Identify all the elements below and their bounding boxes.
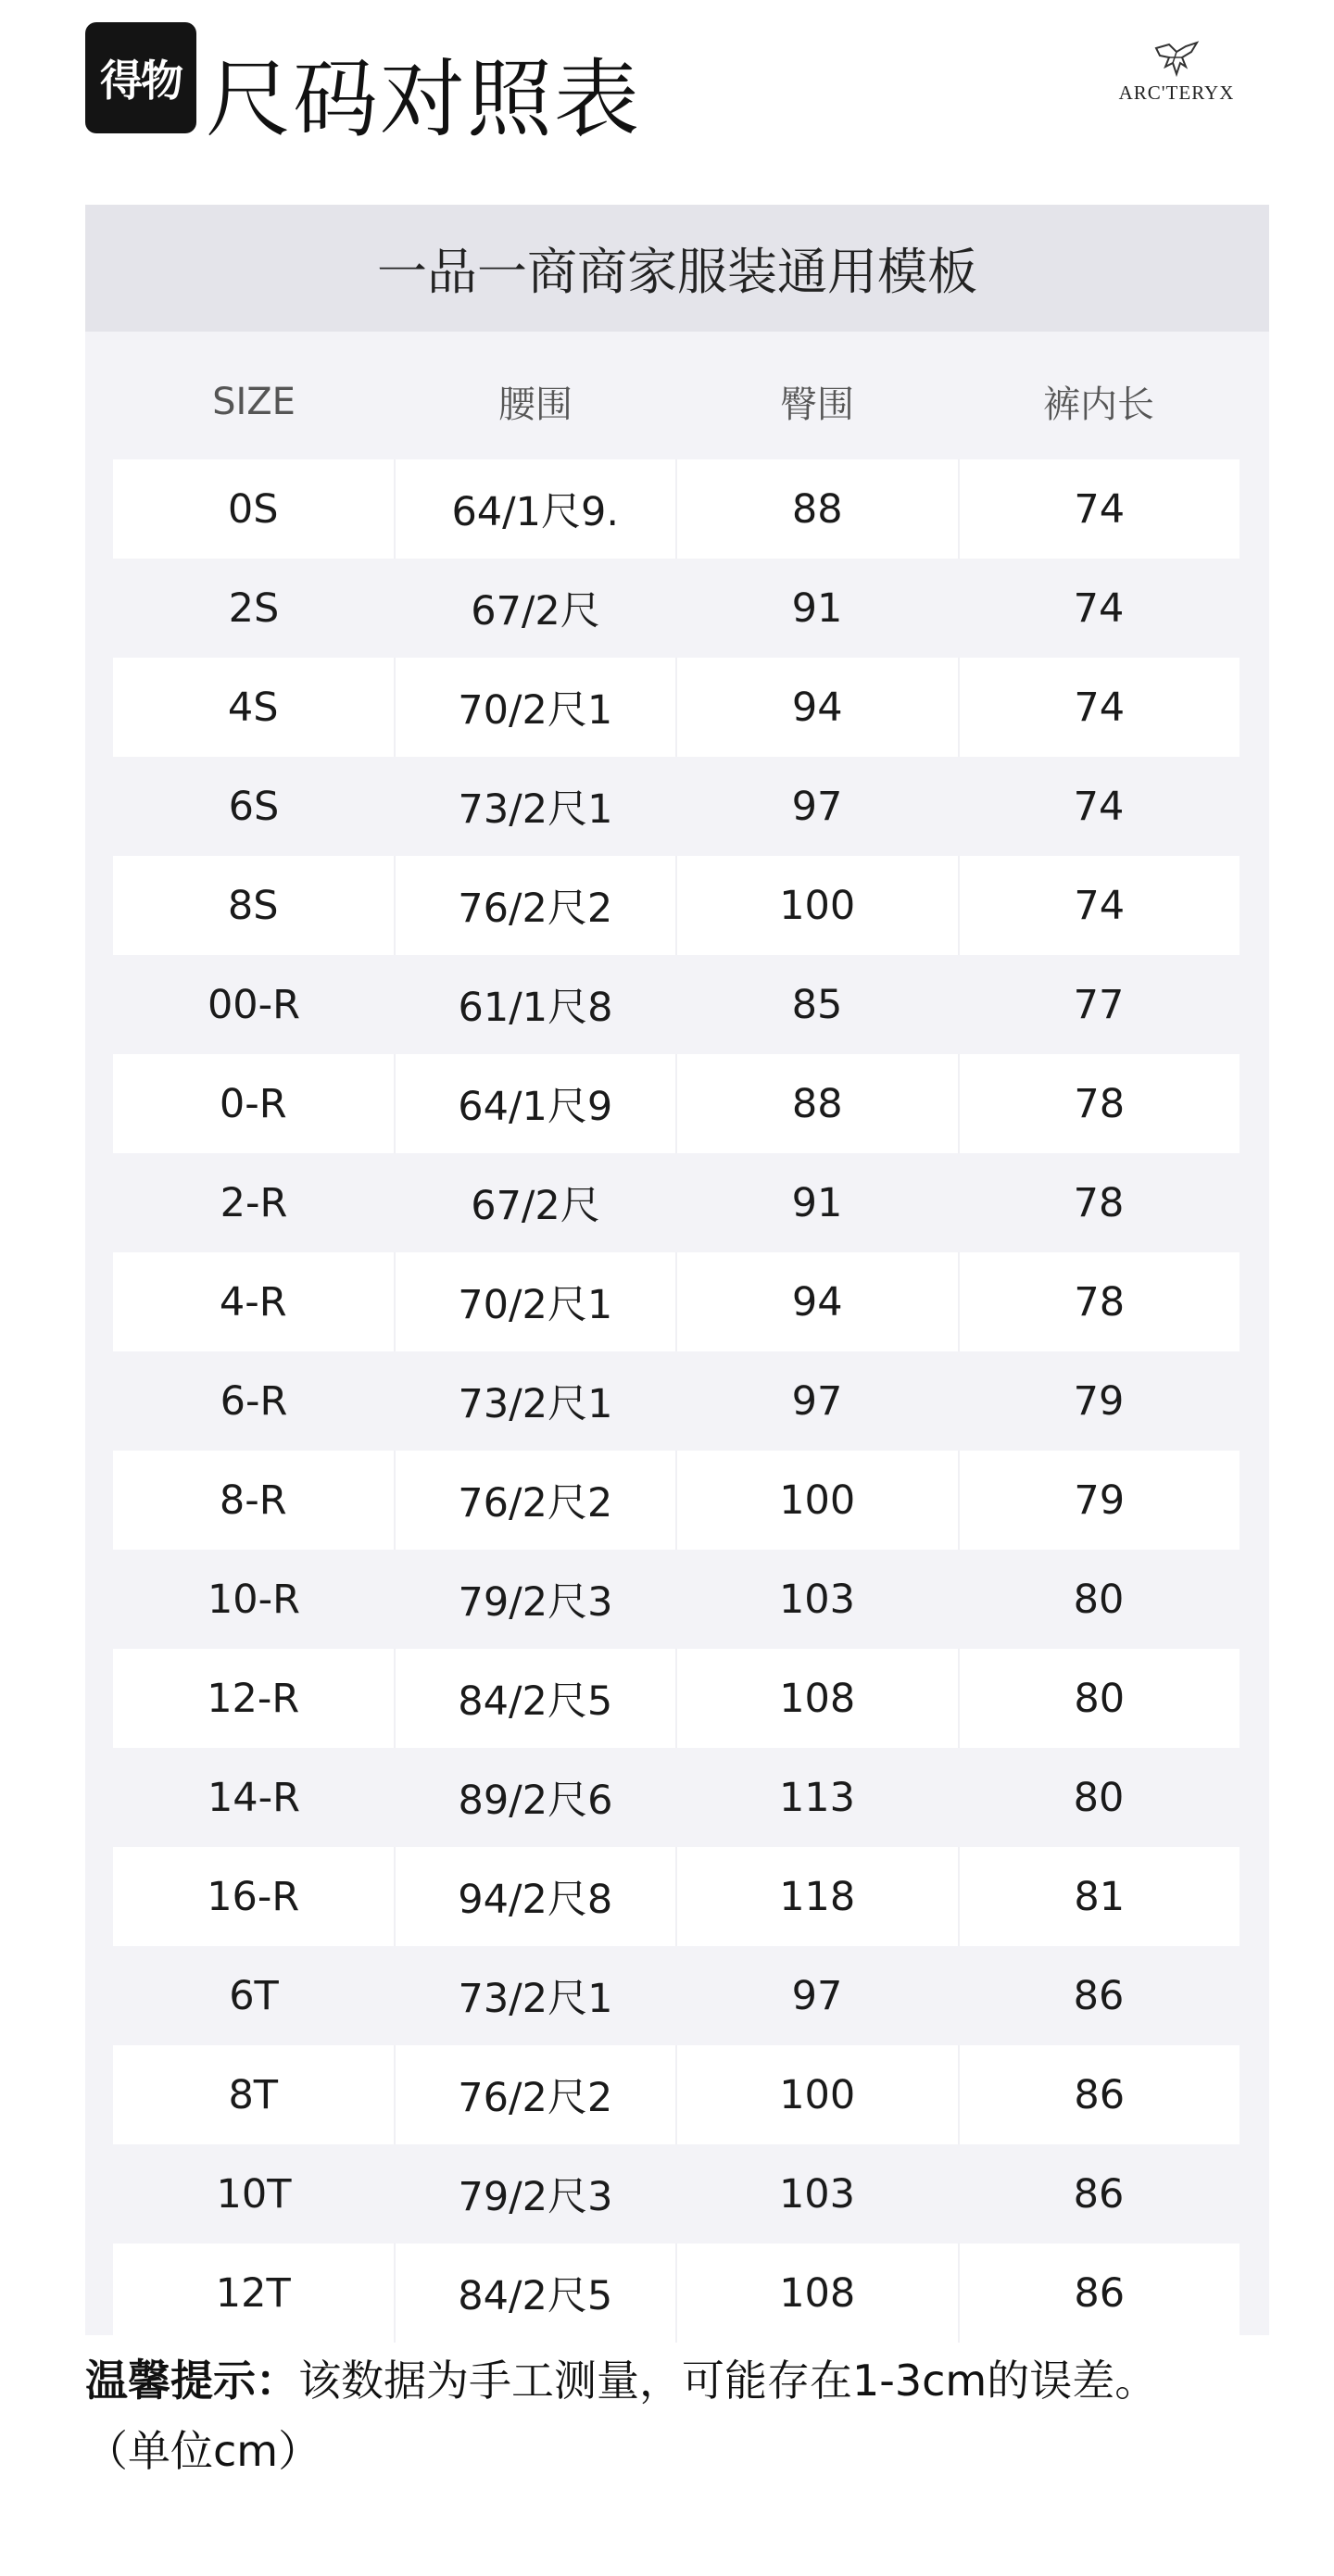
- cell-hip: 97: [791, 1972, 843, 2019]
- table-row: [113, 1847, 1240, 1946]
- cell-hip: 88: [675, 1054, 958, 1153]
- column-header-hip: 臀围: [780, 383, 854, 426]
- table-row: [113, 459, 1240, 559]
- table-row: [113, 955, 1240, 1054]
- archaeopteryx-logo-icon: [1149, 39, 1204, 80]
- cell-inseam: 80: [958, 1649, 1240, 1748]
- cell-inseam: 79: [958, 1451, 1240, 1550]
- cell-size: 10T: [216, 2170, 292, 2218]
- table-row: [113, 1748, 1240, 1847]
- table-row: [113, 1550, 1240, 1649]
- brand-logo: [1116, 39, 1237, 122]
- cell-hip: 103: [778, 2170, 856, 2218]
- cell-size: 6S: [228, 783, 280, 830]
- table-row: [113, 2243, 1240, 2343]
- cell-hip: 97: [791, 1377, 843, 1425]
- cell-waist: 76/2尺2: [394, 856, 676, 955]
- column-header-size: SIZE: [212, 380, 296, 423]
- cell-waist: 64/1尺9: [394, 1054, 676, 1153]
- cell-waist: 67/2尺: [471, 1183, 600, 1229]
- cell-inseam: 78: [1073, 1179, 1125, 1226]
- cell-inseam: 86: [1073, 2170, 1125, 2218]
- cell-waist: 73/2尺1: [458, 1381, 613, 1427]
- cell-size: 2-R: [220, 1179, 288, 1226]
- table-row: [113, 1054, 1240, 1153]
- column-header-inseam: 裤内长: [1043, 383, 1154, 426]
- cell-inseam: 80: [1073, 1774, 1125, 1821]
- cell-hip: 118: [675, 1847, 958, 1946]
- cell-size: 4S: [113, 658, 394, 757]
- cell-inseam: 78: [958, 1054, 1240, 1153]
- cell-size: 16-R: [113, 1847, 394, 1946]
- cell-waist: 79/2尺3: [458, 2174, 613, 2220]
- table-body: [113, 459, 1240, 2343]
- cell-hip: 103: [778, 1576, 856, 1623]
- cell-hip: 97: [791, 783, 843, 830]
- cell-hip: 94: [675, 658, 958, 757]
- table-row: [113, 1451, 1240, 1550]
- cell-waist: 94/2尺8: [394, 1847, 676, 1946]
- brand-name: ARC'TERYX: [1118, 82, 1235, 104]
- cell-size: 8T: [113, 2045, 394, 2144]
- cell-waist: 73/2尺1: [458, 786, 613, 833]
- cell-size: 4-R: [113, 1252, 394, 1351]
- cell-hip: 108: [675, 1649, 958, 1748]
- cell-inseam: 74: [958, 459, 1240, 559]
- dewu-app-logo: [85, 22, 196, 133]
- cell-size: 6T: [229, 1972, 279, 2019]
- cell-inseam: 80: [1073, 1576, 1125, 1623]
- cell-size: 14-R: [207, 1774, 301, 1821]
- tip-label: 温馨提示：: [85, 2356, 298, 2406]
- template-title: 一品一商商家服装通用模板: [85, 205, 1269, 332]
- app-logo-text: 得物: [100, 56, 182, 106]
- cell-waist: 61/1尺8: [458, 985, 613, 1031]
- cell-inseam: 74: [1073, 584, 1125, 632]
- table-row: [113, 2045, 1240, 2144]
- size-chart-table: [85, 205, 1269, 2335]
- table-row: [113, 1351, 1240, 1451]
- cell-size: 10-R: [207, 1576, 301, 1623]
- table-row: [113, 658, 1240, 757]
- cell-hip: 85: [791, 981, 843, 1028]
- cell-waist: 70/2尺1: [394, 658, 676, 757]
- table-row: [113, 1153, 1240, 1252]
- cell-waist: 73/2尺1: [458, 1976, 613, 2022]
- cell-hip: 94: [675, 1252, 958, 1351]
- cell-size: 12T: [113, 2243, 394, 2343]
- cell-inseam: 74: [1073, 783, 1125, 830]
- table-row: [113, 856, 1240, 955]
- page-title: 尺码对照表: [206, 50, 642, 149]
- tip-text: 该数据为手工测量，可能存在1-3cm的误差。: [298, 2356, 1158, 2406]
- cell-size: 2S: [228, 584, 280, 632]
- cell-size: 8-R: [113, 1451, 394, 1550]
- cell-inseam: 86: [958, 2045, 1240, 2144]
- cell-hip: 113: [778, 1774, 856, 1821]
- table-row: [113, 559, 1240, 658]
- cell-waist: 67/2尺: [471, 588, 600, 635]
- cell-waist: 84/2尺5: [394, 2243, 676, 2343]
- cell-inseam: 77: [1073, 981, 1125, 1028]
- cell-inseam: 74: [958, 658, 1240, 757]
- table-row: [113, 1252, 1240, 1351]
- cell-hip: 91: [791, 584, 843, 632]
- cell-waist: 84/2尺5: [394, 1649, 676, 1748]
- cell-size: 6-R: [220, 1377, 288, 1425]
- table-row: [113, 757, 1240, 856]
- cell-waist: 89/2尺6: [458, 1778, 613, 1824]
- cell-inseam: 86: [1073, 1972, 1125, 2019]
- cell-hip: 88: [675, 459, 958, 559]
- cell-hip: 108: [675, 2243, 958, 2343]
- cell-hip: 100: [675, 1451, 958, 1550]
- table-row: [113, 1649, 1240, 1748]
- page-header: [0, 0, 1334, 185]
- table-row: [113, 1946, 1240, 2045]
- cell-inseam: 74: [958, 856, 1240, 955]
- cell-waist: 79/2尺3: [458, 1579, 613, 1626]
- cell-waist: 64/1尺9.: [394, 459, 676, 559]
- cell-waist: 76/2尺2: [394, 2045, 676, 2144]
- cell-inseam: 78: [958, 1252, 1240, 1351]
- cell-size: 0-R: [113, 1054, 394, 1153]
- cell-size: 00-R: [207, 981, 301, 1028]
- cell-size: 12-R: [113, 1649, 394, 1748]
- cell-hip: 100: [675, 856, 958, 955]
- unit-note: （单位cm）: [85, 2426, 321, 2476]
- column-header-waist: 腰围: [498, 383, 573, 426]
- cell-waist: 76/2尺2: [394, 1451, 676, 1550]
- tip-note: [85, 2345, 1290, 2486]
- cell-hip: 100: [675, 2045, 958, 2144]
- table-header-row: [113, 348, 1240, 455]
- cell-size: 8S: [113, 856, 394, 955]
- cell-size: 0S: [113, 459, 394, 559]
- cell-inseam: 81: [958, 1847, 1240, 1946]
- cell-waist: 70/2尺1: [394, 1252, 676, 1351]
- cell-inseam: 79: [1073, 1377, 1125, 1425]
- table-row: [113, 2144, 1240, 2243]
- cell-inseam: 86: [958, 2243, 1240, 2343]
- cell-hip: 91: [791, 1179, 843, 1226]
